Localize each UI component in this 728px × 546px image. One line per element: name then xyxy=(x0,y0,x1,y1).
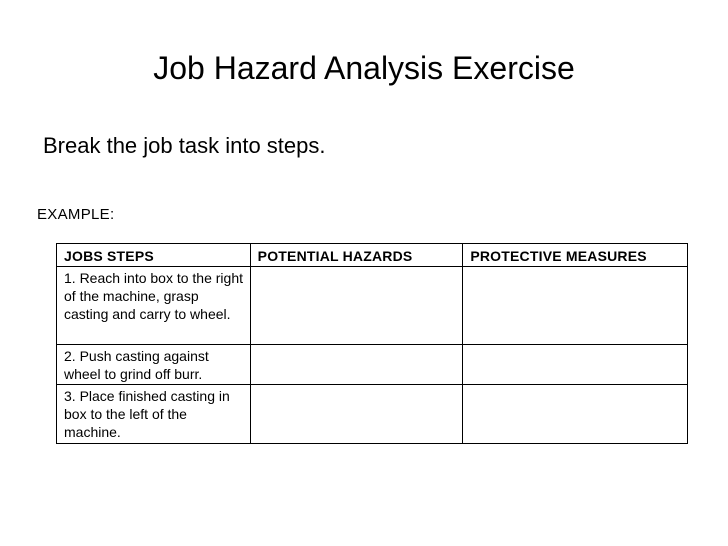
table-row xyxy=(57,385,688,444)
job-step-cell: 1. Reach into box to the right of the machine, grasp casting and carry to wheel. xyxy=(57,267,251,345)
column-header-job-steps: JOBS STEPS xyxy=(57,244,251,267)
potential-hazards-cell xyxy=(250,345,463,385)
page-title: Job Hazard Analysis Exercise xyxy=(153,50,575,86)
column-header-potential-hazards: POTENTIAL HAZARDS xyxy=(250,244,463,267)
column-header-protective-measures: PROTECTIVE MEASURES xyxy=(463,244,688,267)
table-row xyxy=(57,267,688,345)
job-hazard-table xyxy=(56,243,688,444)
example-label: EXAMPLE: xyxy=(37,206,115,223)
table-row xyxy=(57,345,688,385)
potential-hazards-cell xyxy=(250,267,463,345)
protective-measures-cell xyxy=(463,345,688,385)
potential-hazards-cell xyxy=(250,385,463,444)
protective-measures-cell xyxy=(463,267,688,345)
table-header-row xyxy=(57,244,688,267)
job-step-cell: 3. Place finished casting in box to the left of the machine. xyxy=(57,385,251,444)
job-step-cell: 2. Push casting against wheel to grind off burr. xyxy=(57,345,251,385)
instruction-text: Break the job task into steps. xyxy=(43,133,326,158)
protective-measures-cell xyxy=(463,385,688,444)
